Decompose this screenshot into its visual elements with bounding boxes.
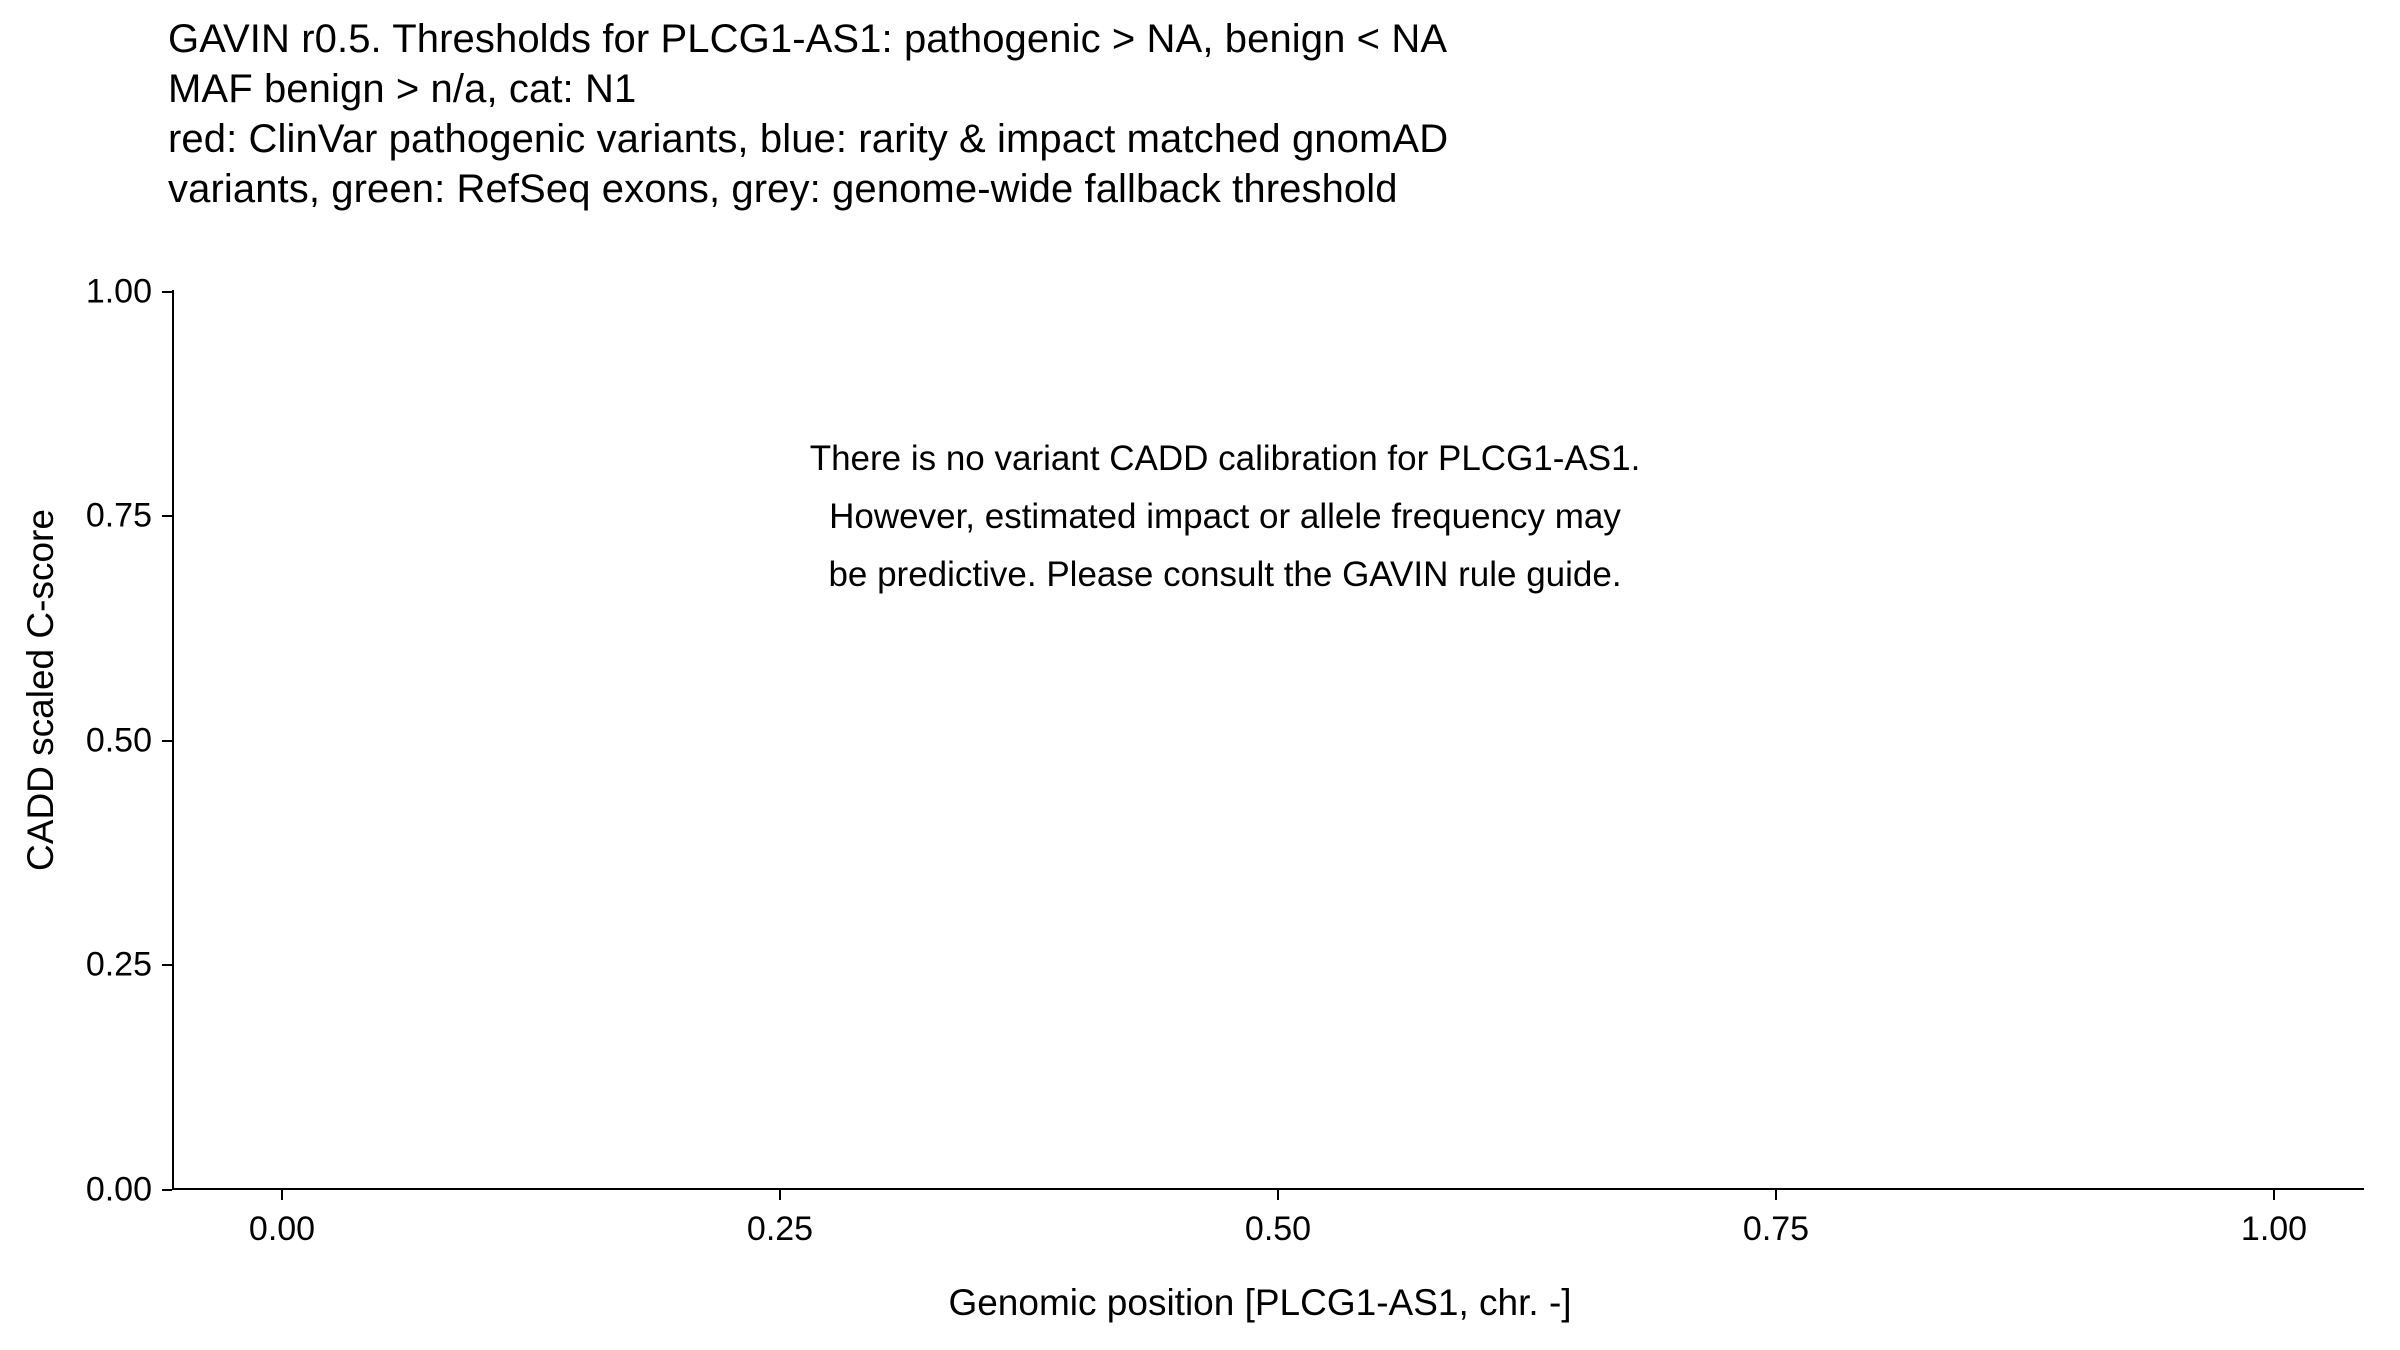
annotation-line-3: be predictive. Please consult the GAVIN rule guide. [828,555,1622,594]
x-tick-mark-0 [281,1190,283,1200]
x-tick-mark-1 [779,1190,781,1200]
x-axis-title: Genomic position [PLCG1-AS1, chr. -] [948,1282,1572,1323]
x-tick-mark-4 [2273,1190,2275,1200]
chart-title-line-1: GAVIN r0.5. Thresholds for PLCG1-AS1: pathogenic > NA, benign < NA [168,17,1448,61]
y-tick-label-4: 1.00 [85,272,152,311]
x-tick-mark-3 [1775,1190,1777,1200]
y-tick-mark-4 [162,291,172,293]
annotation-line-2: However, estimated impact or allele frequency may [829,497,1621,536]
y-tick-mark-1 [162,964,172,966]
y-tick-label-0: 0.00 [85,1170,152,1209]
y-tick-label-2: 0.50 [85,721,152,760]
y-tick-label-1: 0.25 [85,945,152,984]
chart-title-line-3: red: ClinVar pathogenic variants, blue: rarity & impact matched gnomAD [168,117,1449,161]
x-tick-mark-2 [1277,1190,1279,1200]
y-tick-mark-0 [162,1189,172,1191]
x-tick-label-2: 0.50 [1244,1210,1312,1248]
annotation-line-1: There is no variant CADD calibration for PLCG1-AS1. [809,439,1641,478]
y-axis-title: CADD scaled C-score [20,509,61,871]
chart-title-line-2: MAF benign > n/a, cat: N1 [168,67,637,111]
y-tick-mark-2 [162,740,172,742]
y-tick-label-3: 0.75 [85,496,152,535]
y-tick-mark-3 [162,515,172,517]
x-tick-label-1: 0.25 [746,1210,814,1248]
no-calibration-annotation [600,430,1850,604]
x-tick-label-4: 1.00 [2240,1210,2308,1248]
x-tick-label-3: 0.75 [1742,1210,1810,1248]
x-tick-label-0: 0.00 [248,1210,316,1248]
chart-title-line-4: variants, green: RefSeq exons, grey: genome-wide fallback threshold [168,167,1398,211]
